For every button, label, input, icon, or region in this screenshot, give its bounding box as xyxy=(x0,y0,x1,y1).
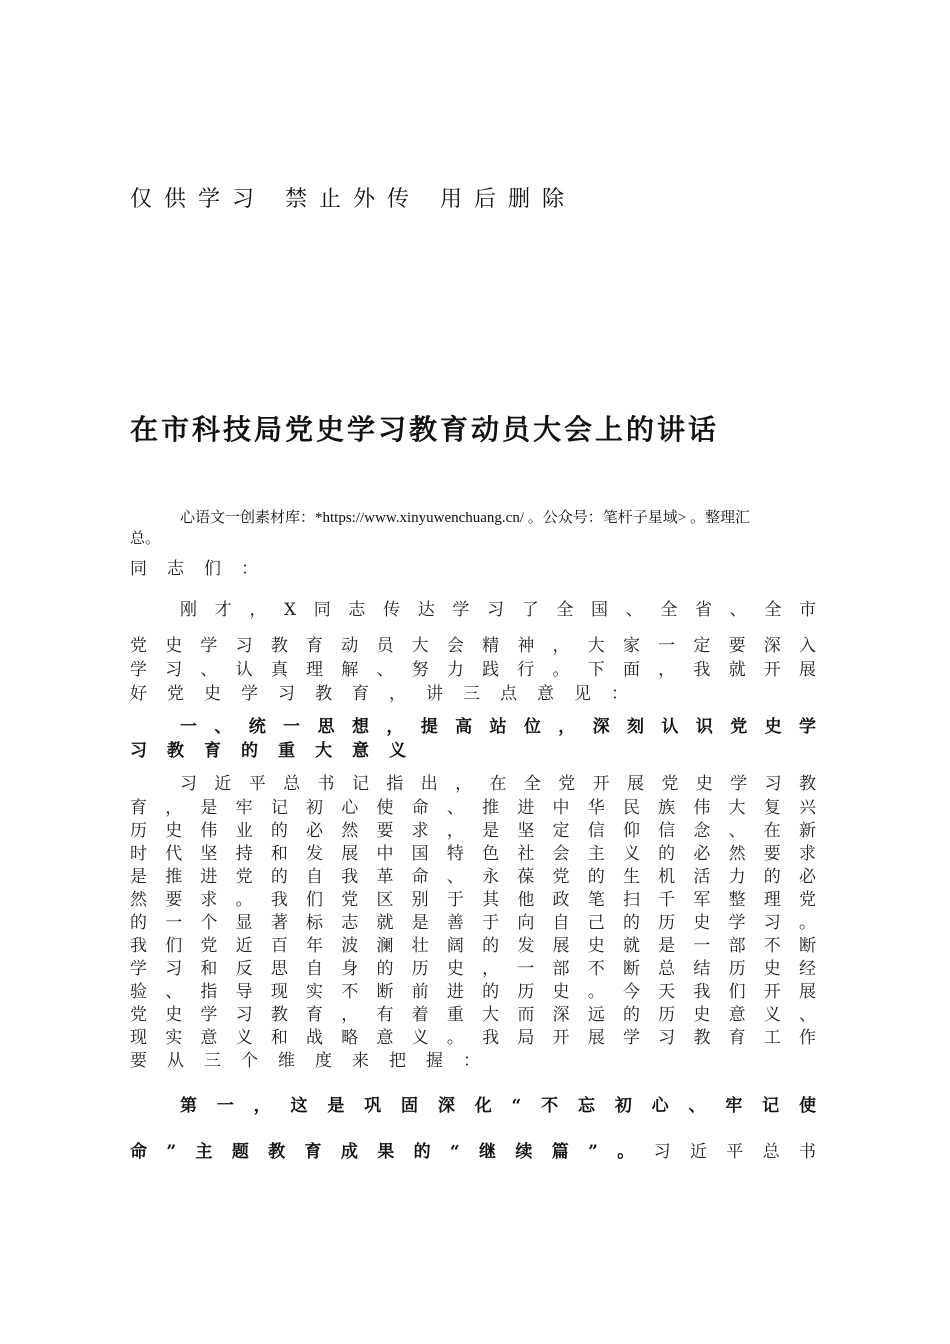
intro-line: 好党史学习教育，讲三点意见： xyxy=(130,684,648,704)
distribution-notice: 仅供学习 禁止外传 用后删除 xyxy=(130,187,576,212)
source-line-1: 心语文一创素材库：*https://www.xinyuwenchuang.cn/ 。公众号：笔杆子星域> 。整理汇 xyxy=(180,510,750,526)
point-heading-tail: 命”主题教育成果的“继续篇”。 xyxy=(130,1142,654,1162)
page-title: 在市科技局党史学习教育动员大会上的讲话 xyxy=(130,413,720,446)
greeting: 同志们： xyxy=(130,559,278,579)
section-heading-line: 习教育的重大意义 xyxy=(130,741,426,761)
body-line: 时代坚持和发展中国特色社会主义的必然要求 xyxy=(130,844,816,864)
body-line: 历史伟业的必然要求，是坚定信仰信念、在新 xyxy=(130,821,816,841)
body-line: 学习和反思自身的历史，一部不断总结历史经 xyxy=(130,959,816,979)
point-heading-line: 第一，这是巩固深化“不忘初心、牢记使 xyxy=(180,1096,816,1116)
body-line: 我们党近百年波澜壮阔的发展史就是一部不断 xyxy=(130,936,816,956)
source-note xyxy=(130,508,830,550)
body-line: 的一个显著标志就是善于向自己的历史学习。 xyxy=(130,913,816,933)
section-heading-line: 一、统一思想，提高站位，深刻认识党史学 xyxy=(180,717,816,737)
intro-line: 学习、认真理解、努力践行。下面，我就开展 xyxy=(130,660,816,680)
point-body-start: 习近平总书 xyxy=(653,1142,816,1162)
intro-line: 刚才，X同志传达学习了全国、全省、全市 xyxy=(180,600,816,620)
body-line: 习近平总书记指出，在全党开展党史学习教 xyxy=(180,774,816,794)
source-line-2: 总。 xyxy=(130,531,161,547)
point-line-2 xyxy=(130,1140,816,1164)
body-line: 是推进党的自我革命、永葆党的生机活力的必 xyxy=(130,867,816,887)
body-line: 然要求。我们党区别于其他政笔扫千军整理党 xyxy=(130,890,816,910)
body-line: 党史学习教育，有着重大而深远的历史意义、 xyxy=(130,1005,816,1025)
intro-line: 党史学习教育动员大会精神，大家一定要深入 xyxy=(130,636,816,656)
body-line: 育，是牢记初心使命、推进中华民族伟大复兴 xyxy=(130,798,816,818)
body-line: 现实意义和战略意义。我局开展学习教育工作 xyxy=(130,1028,816,1048)
body-line: 验、指导现实不断前进的历史。今天我们开展 xyxy=(130,982,816,1002)
body-line: 要从三个维度来把握： xyxy=(130,1051,500,1071)
